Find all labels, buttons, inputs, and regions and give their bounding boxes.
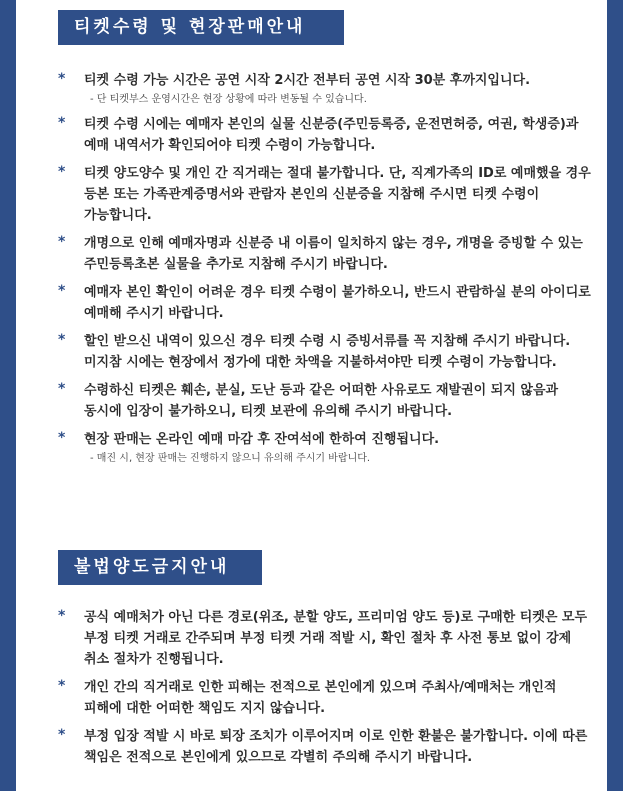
- list-item: [58, 429, 593, 466]
- asterisk-icon: *: [58, 727, 66, 743]
- asterisk-icon: *: [58, 283, 66, 299]
- item-text: 현장 판매는 온라인 예매 마감 후 잔여석에 한하여 진행됩니다.: [84, 432, 440, 447]
- list-item: [58, 114, 593, 156]
- asterisk-icon: *: [58, 234, 66, 250]
- ticket-pickup-list: [58, 70, 593, 473]
- item-note: - 단 티켓부스 운영시간은 현장 상황에 따라 변동될 수 있습니다.: [90, 94, 367, 105]
- asterisk-icon: *: [58, 332, 66, 348]
- asterisk-icon: *: [58, 430, 66, 446]
- item-text: 부정 입장 적발 시 바로 퇴장 조치가 이루어지며 이로 인한 환불은 불가합니다. 이에 따른 책임은 전적으로 본인에게 있으므로 각별히 주의해 주시기 바랍니다.: [84, 729, 588, 765]
- asterisk-icon: *: [58, 608, 66, 624]
- list-item: [58, 70, 593, 107]
- item-text: 개명으로 인해 예매자명과 신분증 내 이름이 일치하지 않는 경우, 개명을 증빙할 수 있는 주민등록초본 실물을 추가로 지참해 주시기 바랍니다.: [84, 236, 583, 272]
- item-note: - 매진 시, 현장 판매는 진행하지 않으니 유의해 주시기 바랍니다.: [90, 453, 371, 464]
- section-title-illegal-transfer: 불법양도금지안내: [58, 550, 262, 585]
- list-item: [58, 677, 593, 719]
- list-item: [58, 380, 593, 422]
- list-item: [58, 607, 593, 670]
- asterisk-icon: *: [58, 115, 66, 131]
- section-title-ticket-pickup: 티켓수령 및 현장판매안내: [58, 10, 344, 45]
- item-text: 예매자 본인 확인이 어려운 경우 티켓 수령이 불가하오니, 반드시 관람하실 분의 아이디로 예매해 주시기 바랍니다.: [84, 285, 591, 321]
- item-text: 수령하신 티켓은 훼손, 분실, 도난 등과 같은 어떠한 사유로도 재발권이 되지 않음과 동시에 입장이 불가하오니, 티켓 보관에 유의해 주시기 바랍니다.: [84, 383, 559, 419]
- list-item: [58, 163, 593, 226]
- item-text: 개인 간의 직거래로 인한 피해는 전적으로 본인에게 있으며 주최사/예매처는 개인적 피해에 대한 어떠한 책임도 지지 않습니다.: [84, 680, 557, 716]
- illegal-transfer-list: [58, 607, 593, 775]
- notice-page: [16, 0, 607, 791]
- item-text: 티켓 수령 가능 시간은 공연 시작 2시간 전부터 공연 시작 30분 후까지입니다.: [84, 73, 531, 88]
- asterisk-icon: *: [58, 678, 66, 694]
- list-item: [58, 233, 593, 275]
- asterisk-icon: *: [58, 71, 66, 87]
- list-item: [58, 726, 593, 768]
- list-item: [58, 282, 593, 324]
- item-text: 티켓 수령 시에는 예매자 본인의 실물 신분증(주민등록증, 운전면허증, 여권, 학생증)과 예매 내역서가 확인되어야 티켓 수령이 가능합니다.: [84, 117, 579, 153]
- asterisk-icon: *: [58, 381, 66, 397]
- item-text: 티켓 양도양수 및 개인 간 직거래는 절대 불가합니다. 단, 직계가족의 ID로 예매했을 경우 등본 또는 가족관계증명서와 관람자 본인의 신분증을 지참해 주시면 티켓 수령이 가능합니다.: [84, 166, 591, 223]
- item-text: 할인 받으신 내역이 있으신 경우 티켓 수령 시 증빙서류를 꼭 지참해 주시기 바랍니다. 미지참 시에는 현장에서 정가에 대한 차액을 지불하셔야만 티켓 수령이 가능합니다.: [84, 334, 571, 370]
- asterisk-icon: *: [58, 164, 66, 180]
- item-text: 공식 예매처가 아닌 다른 경로(위조, 분할 양도, 프리미엄 양도 등)로 구매한 티켓은 모두 부정 티켓 거래로 간주되며 부정 티켓 거래 적발 시, 확인 절차 후 사전 통보 없이 강제 취소 절차가 진행됩니다.: [84, 610, 588, 667]
- list-item: [58, 331, 593, 373]
